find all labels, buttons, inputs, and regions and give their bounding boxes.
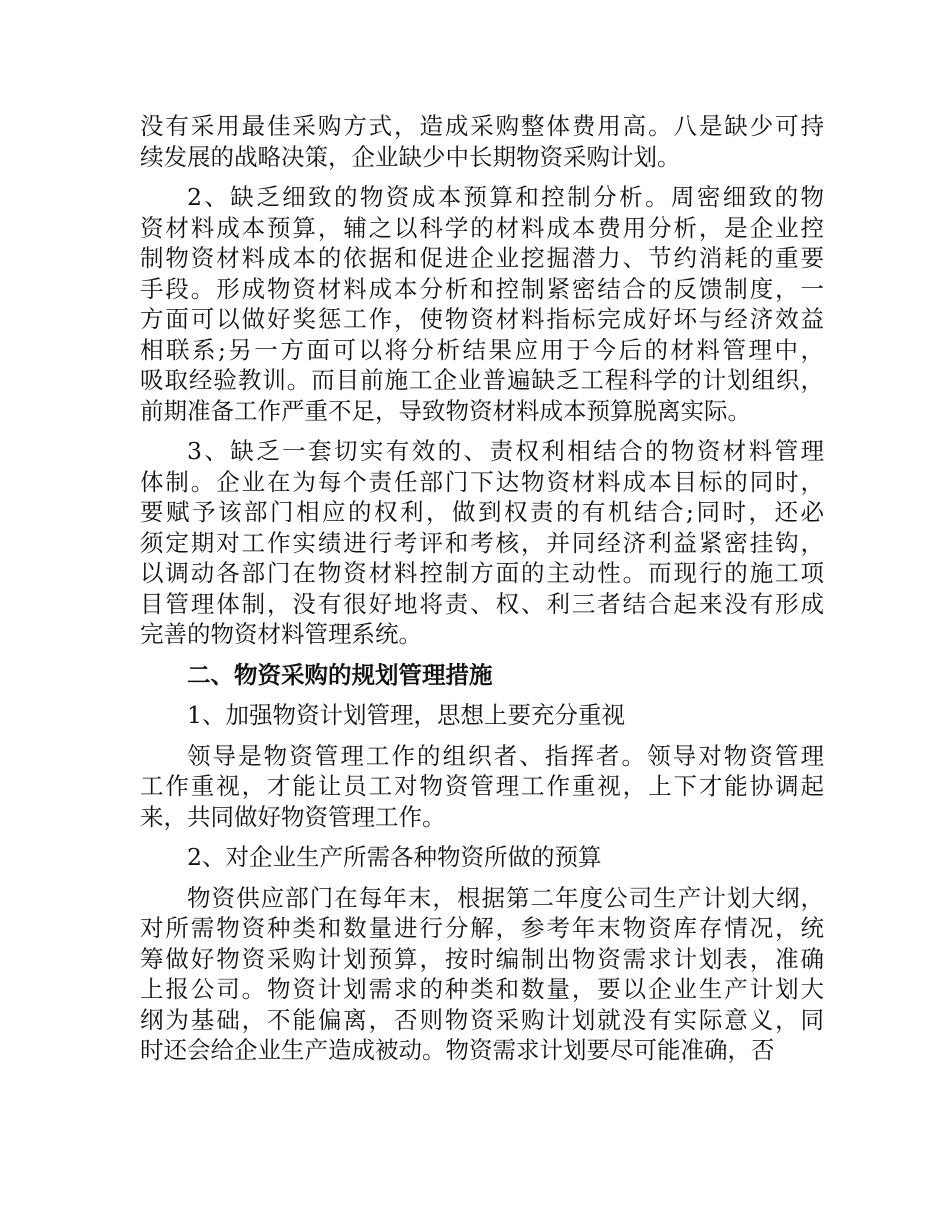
text-line: 前期准备工作严重不足，导致物资材料成本预算脱离实际。 bbox=[140, 396, 751, 425]
text-line: 须定期对工作实绩进行考评和考核，并同经济利益紧密挂钩， bbox=[140, 528, 824, 557]
body-paragraph bbox=[140, 842, 824, 873]
text-line: 纲为基础，不能偏离，否则物资采购计划就没有实际意义，同 bbox=[140, 1005, 824, 1034]
text-line: 以调动各部门在物资材料控制方面的主动性。而现行的施工项 bbox=[140, 559, 824, 587]
text-line: 二、物资采购的规划管理措施 bbox=[187, 660, 493, 689]
text-line: 领导是物资管理工作的组织者、指挥者。领导对物资管理 bbox=[187, 741, 824, 770]
text-line: 时还会给企业生产造成被动。物资需求计划要尽可能准确，否 bbox=[140, 1036, 775, 1064]
body-paragraph bbox=[140, 436, 824, 650]
text-line: 吸取经验教训。而目前施工企业普遍缺乏工程科学的计划组织， bbox=[140, 366, 824, 394]
text-line: 资材料成本预算，辅之以科学的材料成本费用分析，是企业控 bbox=[140, 213, 824, 242]
text-line: 1、加强物资计划管理，思想上要充分重视 bbox=[187, 701, 625, 729]
text-line: 相联系;另一方面可以将分析结果应用于今后的材料管理中， bbox=[140, 335, 824, 364]
text-line: 3、缺乏一套切实有效的、责权利相结合的物资材料管理 bbox=[187, 437, 824, 465]
section-heading bbox=[140, 660, 824, 691]
text-line: 体制。企业在为每个责任部门下达物资材料成本目标的同时， bbox=[140, 467, 824, 496]
text-line: 目管理体制，没有很好地将责、权、利三者结合起来没有形成 bbox=[140, 589, 824, 618]
text-line: 2、缺乏细致的物资成本预算和控制分析。周密细致的物 bbox=[187, 183, 824, 211]
text-line: 制物资材料成本的依据和促进企业挖掘潜力、节约消耗的重要 bbox=[140, 244, 824, 272]
body-paragraph bbox=[140, 700, 824, 731]
text-line: 物资供应部门在每年末，根据第二年度公司生产计划大纲， bbox=[187, 883, 824, 912]
text-line: 没有采用最佳采购方式，造成采购整体费用高。八是缺少可持 bbox=[140, 112, 824, 140]
text-line: 完善的物资材料管理系统。 bbox=[140, 620, 422, 648]
body-paragraph bbox=[140, 111, 824, 172]
text-line: 2、对企业生产所需各种物资所做的预算 bbox=[187, 843, 602, 871]
text-line: 方面可以做好奖惩工作，使物资材料指标完成好坏与经济效益 bbox=[140, 305, 824, 333]
text-line: 对所需物资种类和数量进行分解，参考年末物资库存情况，统 bbox=[140, 914, 824, 942]
text-line: 续发展的战略决策，企业缺少中长期物资采购计划。 bbox=[140, 142, 681, 171]
document-page bbox=[140, 111, 824, 1076]
body-paragraph bbox=[140, 182, 824, 426]
text-line: 手段。形成物资材料成本分析和控制紧密结合的反馈制度，一 bbox=[140, 274, 824, 303]
text-line: 来，共同做好物资管理工作。 bbox=[140, 802, 446, 831]
text-line: 上报公司。物资计划需求的种类和数量，要以企业生产计划大 bbox=[140, 975, 824, 1003]
text-line: 要赋予该部门相应的权利，做到权责的有机结合;同时，还必 bbox=[140, 498, 824, 526]
body-paragraph bbox=[140, 883, 824, 1066]
text-line: 工作重视，才能让员工对物资管理工作重视，上下才能协调起 bbox=[140, 772, 824, 800]
text-line: 筹做好物资采购计划预算，按时编制出物资需求计划表，准确 bbox=[140, 944, 824, 973]
body-paragraph bbox=[140, 741, 824, 833]
